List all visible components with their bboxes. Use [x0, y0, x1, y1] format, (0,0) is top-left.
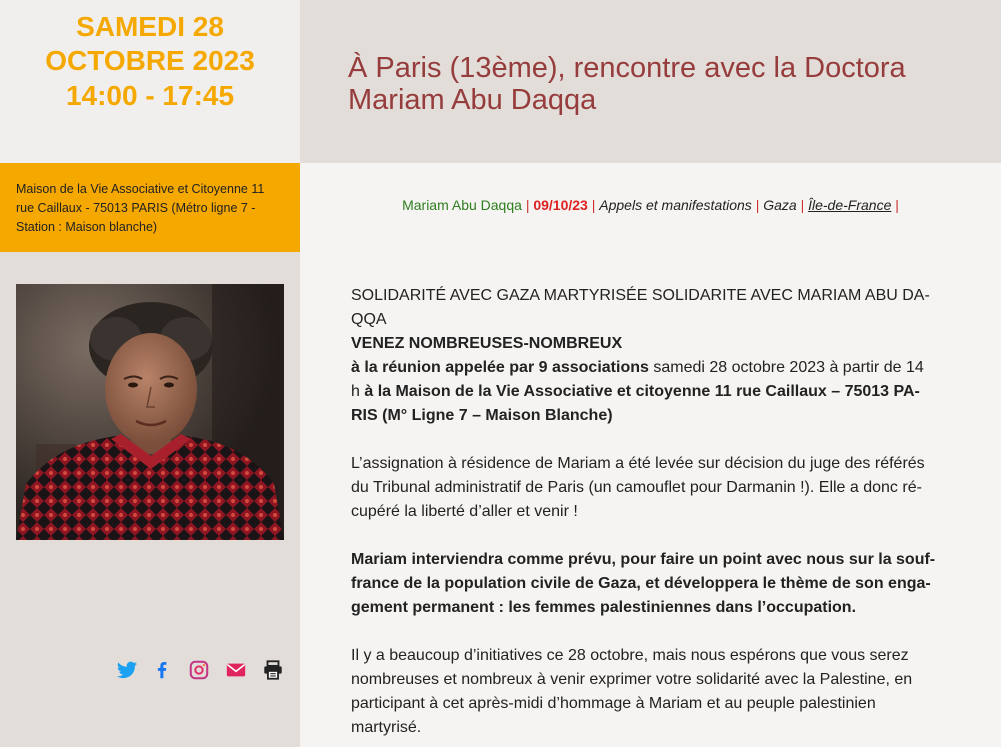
instagram-icon[interactable]	[187, 659, 211, 683]
article-body	[351, 284, 961, 740]
tag-separator: |	[895, 197, 899, 213]
paragraph-line: L’assignation à résidence de Mariam a été levée sur décision du juge des référés	[351, 455, 925, 472]
twitter-icon[interactable]	[115, 659, 139, 683]
intro-callout: VENEZ NOMBREUSES-NOMBREUX	[351, 335, 623, 352]
intro-location-cont: RIS (M° Ligne 7 – Maison Blanche)	[351, 407, 613, 424]
mariam-portrait-photo	[16, 284, 284, 540]
venue-line: rue Caillaux - 75013 PARIS (Métro ligne 7 -	[16, 201, 256, 215]
tag-separator: |	[591, 197, 596, 213]
tag-separator: |	[525, 197, 530, 213]
article-intro-paragraph	[351, 284, 961, 428]
paragraph-line: Il y a beaucoup d’initiatives ce 28 octobre, mais nous espérons que vous serez	[351, 647, 909, 664]
share-bar	[115, 659, 295, 683]
intro-hour: h	[351, 383, 365, 400]
article-header	[300, 0, 1001, 163]
paragraph-line: cupéré la liberté d’aller et venir !	[351, 503, 578, 520]
intro-location: à la Maison de la Vie Associative et citoyenne 11 rue Caillaux – 75013 PA-	[364, 383, 920, 400]
paragraph-line: du Tribunal administratif de Paris (un camouflet pour Darmanin !). Elle a donc ré-	[351, 479, 922, 496]
tag-person-link[interactable]: Mariam Abu Daqqa	[402, 197, 522, 213]
email-icon[interactable]	[224, 659, 248, 683]
event-date-block	[0, 0, 300, 163]
paragraph-line: martyrisé.	[351, 719, 422, 736]
tag-category-idf[interactable]: Île-de-France	[808, 197, 892, 213]
paragraph-line: nombreuses et nombreux à venir exprimer votre solidarité avec la Palestine, en	[351, 671, 913, 688]
intro-meeting-date: samedi 28 octobre 2023 à partir de 14	[648, 359, 924, 376]
event-venue	[0, 163, 300, 252]
tag-separator: |	[800, 197, 805, 213]
intro-meeting-bold: à la réunion appelée par 9 associations	[351, 359, 649, 376]
tag-category-appels[interactable]: Appels et manifestations	[599, 197, 752, 213]
article-paragraph	[351, 644, 961, 740]
tag-separator: |	[755, 197, 760, 213]
paragraph-line: participant à cet après-midi d’hommage à Mariam et au peuple palestinien	[351, 695, 876, 712]
article-paragraph-bold	[351, 548, 961, 620]
tag-category-gaza[interactable]: Gaza	[763, 197, 797, 213]
paragraph-line: gement permanent : les femmes palestiniennes dans l’occupation.	[351, 599, 857, 616]
intro-line: SOLIDARITÉ AVEC GAZA MARTYRISÉE SOLIDARITE AVEC MARIAM ABU DA-	[351, 287, 930, 304]
event-date-day: SAMEDI 28	[76, 11, 224, 42]
paragraph-line: france de la population civile de Gaza, et développera le thème de son enga-	[351, 575, 931, 592]
event-time: 14:00 - 17:45	[65, 80, 235, 111]
article-tags	[300, 196, 1001, 214]
tag-date-link[interactable]: 09/10/23	[533, 197, 588, 213]
article-title	[348, 52, 978, 116]
paragraph-line: Mariam interviendra comme prévu, pour faire un point avec nous sur la souf-	[351, 551, 936, 568]
event-date-month-year: OCTOBRE 2023	[45, 45, 255, 76]
print-icon[interactable]	[261, 659, 285, 683]
intro-line: QQA	[351, 311, 387, 328]
article-paragraph	[351, 452, 961, 524]
venue-line: Maison de la Vie Associative et Citoyenne 11	[16, 182, 265, 196]
facebook-icon[interactable]	[150, 659, 174, 683]
venue-line: Station : Maison blanche)	[16, 220, 158, 234]
title-line: À Paris (13ème), rencontre avec la Doctora	[348, 52, 906, 84]
title-line: Mariam Abu Daqqa	[348, 84, 597, 116]
